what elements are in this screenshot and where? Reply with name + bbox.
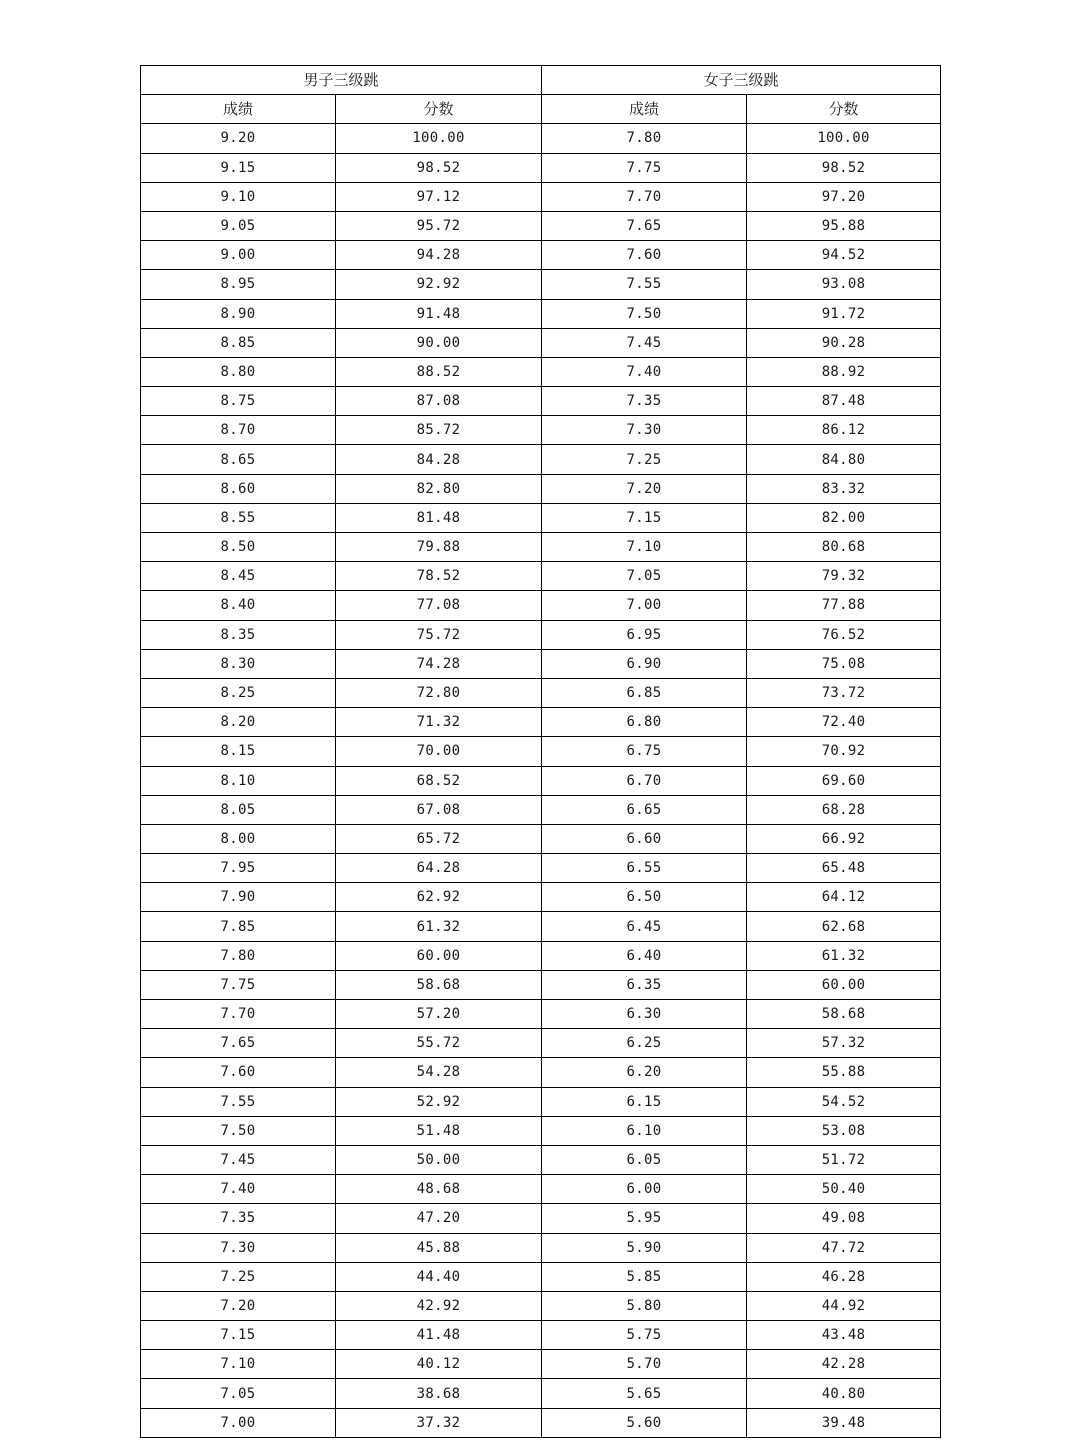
men-score-cell: 60.00	[336, 941, 542, 970]
women-score-cell: 65.48	[747, 854, 941, 883]
table-row	[141, 1000, 941, 1029]
men-score-cell: 48.68	[336, 1175, 542, 1204]
men-score-cell: 40.12	[336, 1350, 542, 1379]
table-row	[141, 241, 941, 270]
men-score-cell: 51.48	[336, 1116, 542, 1145]
women-result-cell: 6.65	[542, 795, 747, 824]
women-score-cell: 57.32	[747, 1029, 941, 1058]
table-row	[141, 941, 941, 970]
women-result-cell: 7.05	[542, 562, 747, 591]
men-result-cell: 7.70	[141, 1000, 336, 1029]
women-score-cell: 69.60	[747, 766, 941, 795]
women-result-cell: 7.10	[542, 533, 747, 562]
women-score-cell: 88.92	[747, 357, 941, 386]
women-result-cell: 7.65	[542, 211, 747, 240]
women-result-cell: 6.60	[542, 824, 747, 853]
table-row	[141, 1379, 941, 1408]
men-result-cell: 7.05	[141, 1379, 336, 1408]
women-result-cell: 5.85	[542, 1262, 747, 1291]
men-triple-jump-header: 男子三级跳	[141, 66, 542, 95]
table-row	[141, 562, 941, 591]
men-score-cell: 47.20	[336, 1204, 542, 1233]
scoring-table-page	[140, 65, 940, 1438]
women-result-cell: 7.35	[542, 387, 747, 416]
men-result-cell: 7.65	[141, 1029, 336, 1058]
table-row	[141, 445, 941, 474]
women-score-cell: 83.32	[747, 474, 941, 503]
men-score-cell: 71.32	[336, 708, 542, 737]
men-score-cell: 72.80	[336, 678, 542, 707]
table-row	[141, 328, 941, 357]
men-score-cell: 41.48	[336, 1321, 542, 1350]
women-score-cell: 91.72	[747, 299, 941, 328]
table-row	[141, 649, 941, 678]
men-score-cell: 52.92	[336, 1087, 542, 1116]
men-result-cell: 7.55	[141, 1087, 336, 1116]
men-result-cell: 7.45	[141, 1145, 336, 1174]
women-result-cell: 6.00	[542, 1175, 747, 1204]
women-result-cell: 6.90	[542, 649, 747, 678]
men-score-cell: 64.28	[336, 854, 542, 883]
women-score-cell: 55.88	[747, 1058, 941, 1087]
women-score-cell: 53.08	[747, 1116, 941, 1145]
men-result-cell: 7.30	[141, 1233, 336, 1262]
men-score-cell: 50.00	[336, 1145, 542, 1174]
women-score-cell: 54.52	[747, 1087, 941, 1116]
table-row	[141, 678, 941, 707]
men-score-cell: 81.48	[336, 503, 542, 532]
women-result-cell: 5.90	[542, 1233, 747, 1262]
table-row	[141, 1408, 941, 1437]
men-score-cell: 87.08	[336, 387, 542, 416]
men-result-cell: 7.10	[141, 1350, 336, 1379]
table-row	[141, 737, 941, 766]
women-score-cell: 39.48	[747, 1408, 941, 1437]
women-score-cell: 80.68	[747, 533, 941, 562]
men-score-cell: 97.12	[336, 182, 542, 211]
women-score-cell: 100.00	[747, 124, 941, 153]
men-result-cell: 8.75	[141, 387, 336, 416]
women-result-cell: 6.95	[542, 620, 747, 649]
table-row	[141, 1175, 941, 1204]
women-score-cell: 46.28	[747, 1262, 941, 1291]
men-result-cell: 8.25	[141, 678, 336, 707]
table-row	[141, 182, 941, 211]
table-row	[141, 124, 941, 153]
women-score-cell: 68.28	[747, 795, 941, 824]
men-score-cell: 42.92	[336, 1291, 542, 1320]
women-result-cell: 7.70	[542, 182, 747, 211]
table-row	[141, 1058, 941, 1087]
table-row	[141, 416, 941, 445]
men-score-cell: 90.00	[336, 328, 542, 357]
men-score-cell: 74.28	[336, 649, 542, 678]
men-score-cell: 88.52	[336, 357, 542, 386]
women-result-cell: 7.30	[542, 416, 747, 445]
women-result-cell: 7.50	[542, 299, 747, 328]
men-score-cell: 75.72	[336, 620, 542, 649]
women-score-cell: 98.52	[747, 153, 941, 182]
men-result-cell: 7.60	[141, 1058, 336, 1087]
men-score-cell: 44.40	[336, 1262, 542, 1291]
women-score-cell: 90.28	[747, 328, 941, 357]
men-result-cell: 7.40	[141, 1175, 336, 1204]
women-result-cell: 6.15	[542, 1087, 747, 1116]
men-result-cell: 9.20	[141, 124, 336, 153]
women-result-cell: 7.40	[542, 357, 747, 386]
women-score-cell: 73.72	[747, 678, 941, 707]
men-score-cell: 85.72	[336, 416, 542, 445]
women-result-cell: 7.15	[542, 503, 747, 532]
men-result-cell: 8.20	[141, 708, 336, 737]
table-row	[141, 854, 941, 883]
women-score-cell: 51.72	[747, 1145, 941, 1174]
men-result-cell: 9.00	[141, 241, 336, 270]
men-score-cell: 54.28	[336, 1058, 542, 1087]
women-result-cell: 6.10	[542, 1116, 747, 1145]
women-result-cell: 5.80	[542, 1291, 747, 1320]
men-score-cell: 57.20	[336, 1000, 542, 1029]
women-score-cell: 82.00	[747, 503, 941, 532]
men-result-column-header: 成绩	[141, 95, 336, 124]
women-result-cell: 6.30	[542, 1000, 747, 1029]
women-score-cell: 49.08	[747, 1204, 941, 1233]
women-result-cell: 7.60	[542, 241, 747, 270]
men-result-cell: 8.50	[141, 533, 336, 562]
table-row	[141, 503, 941, 532]
men-result-cell: 8.95	[141, 270, 336, 299]
men-result-cell: 7.50	[141, 1116, 336, 1145]
table-row	[141, 1262, 941, 1291]
men-result-cell: 7.00	[141, 1408, 336, 1437]
women-result-cell: 6.50	[542, 883, 747, 912]
men-result-cell: 8.60	[141, 474, 336, 503]
men-result-cell: 9.10	[141, 182, 336, 211]
table-row	[141, 766, 941, 795]
men-result-cell: 7.90	[141, 883, 336, 912]
women-result-cell: 5.60	[542, 1408, 747, 1437]
women-result-cell: 5.95	[542, 1204, 747, 1233]
table-row	[141, 270, 941, 299]
men-result-cell: 8.90	[141, 299, 336, 328]
women-result-cell: 5.70	[542, 1350, 747, 1379]
column-header-row	[141, 95, 941, 124]
table-row	[141, 1029, 941, 1058]
women-result-cell: 7.25	[542, 445, 747, 474]
women-score-cell: 47.72	[747, 1233, 941, 1262]
men-score-cell: 77.08	[336, 591, 542, 620]
men-score-cell: 67.08	[336, 795, 542, 824]
men-result-cell: 8.80	[141, 357, 336, 386]
women-score-cell: 43.48	[747, 1321, 941, 1350]
men-result-cell: 7.80	[141, 941, 336, 970]
women-result-cell: 6.70	[542, 766, 747, 795]
men-score-column-header: 分数	[336, 95, 542, 124]
women-result-cell: 6.55	[542, 854, 747, 883]
men-result-cell: 8.00	[141, 824, 336, 853]
men-result-cell: 8.05	[141, 795, 336, 824]
men-score-cell: 100.00	[336, 124, 542, 153]
women-result-cell: 6.05	[542, 1145, 747, 1174]
women-score-cell: 94.52	[747, 241, 941, 270]
women-result-cell: 6.20	[542, 1058, 747, 1087]
women-score-cell: 58.68	[747, 1000, 941, 1029]
men-result-cell: 7.95	[141, 854, 336, 883]
men-score-cell: 62.92	[336, 883, 542, 912]
men-result-cell: 8.55	[141, 503, 336, 532]
men-score-cell: 65.72	[336, 824, 542, 853]
women-score-cell: 44.92	[747, 1291, 941, 1320]
table-row	[141, 1116, 941, 1145]
women-score-cell: 72.40	[747, 708, 941, 737]
women-score-cell: 84.80	[747, 445, 941, 474]
men-score-cell: 55.72	[336, 1029, 542, 1058]
women-score-cell: 95.88	[747, 211, 941, 240]
women-score-cell: 50.40	[747, 1175, 941, 1204]
women-result-cell: 7.45	[542, 328, 747, 357]
men-result-cell: 8.40	[141, 591, 336, 620]
men-result-cell: 7.20	[141, 1291, 336, 1320]
men-score-cell: 91.48	[336, 299, 542, 328]
women-score-cell: 87.48	[747, 387, 941, 416]
table-row	[141, 1145, 941, 1174]
men-score-cell: 92.92	[336, 270, 542, 299]
women-score-cell: 40.80	[747, 1379, 941, 1408]
table-row	[141, 533, 941, 562]
table-row	[141, 883, 941, 912]
women-score-cell: 93.08	[747, 270, 941, 299]
men-score-cell: 58.68	[336, 970, 542, 999]
women-result-cell: 7.80	[542, 124, 747, 153]
table-row	[141, 1350, 941, 1379]
women-score-cell: 66.92	[747, 824, 941, 853]
women-score-column-header: 分数	[747, 95, 941, 124]
men-score-cell: 38.68	[336, 1379, 542, 1408]
men-score-cell: 78.52	[336, 562, 542, 591]
men-result-cell: 7.35	[141, 1204, 336, 1233]
women-result-cell: 5.75	[542, 1321, 747, 1350]
table-body	[141, 124, 941, 1437]
men-result-cell: 7.15	[141, 1321, 336, 1350]
table-header	[141, 66, 941, 124]
women-result-cell: 6.80	[542, 708, 747, 737]
table-row	[141, 591, 941, 620]
women-score-cell: 60.00	[747, 970, 941, 999]
women-score-cell: 64.12	[747, 883, 941, 912]
women-result-cell: 6.75	[542, 737, 747, 766]
women-score-cell: 62.68	[747, 912, 941, 941]
men-score-cell: 82.80	[336, 474, 542, 503]
men-result-cell: 7.75	[141, 970, 336, 999]
women-result-column-header: 成绩	[542, 95, 747, 124]
men-result-cell: 7.25	[141, 1262, 336, 1291]
table-row	[141, 912, 941, 941]
women-triple-jump-header: 女子三级跳	[542, 66, 941, 95]
table-row	[141, 474, 941, 503]
men-result-cell: 7.85	[141, 912, 336, 941]
men-score-cell: 61.32	[336, 912, 542, 941]
men-result-cell: 8.45	[141, 562, 336, 591]
men-result-cell: 8.85	[141, 328, 336, 357]
men-score-cell: 68.52	[336, 766, 542, 795]
men-result-cell: 8.15	[141, 737, 336, 766]
women-result-cell: 6.25	[542, 1029, 747, 1058]
group-header-row	[141, 66, 941, 95]
men-result-cell: 8.70	[141, 416, 336, 445]
table-row	[141, 211, 941, 240]
men-score-cell: 95.72	[336, 211, 542, 240]
table-row	[141, 153, 941, 182]
table-row	[141, 970, 941, 999]
women-result-cell: 7.00	[542, 591, 747, 620]
table-row	[141, 387, 941, 416]
women-result-cell: 6.85	[542, 678, 747, 707]
men-score-cell: 98.52	[336, 153, 542, 182]
table-row	[141, 357, 941, 386]
men-result-cell: 8.35	[141, 620, 336, 649]
men-result-cell: 8.30	[141, 649, 336, 678]
women-result-cell: 7.20	[542, 474, 747, 503]
women-score-cell: 42.28	[747, 1350, 941, 1379]
table-row	[141, 1321, 941, 1350]
women-result-cell: 5.65	[542, 1379, 747, 1408]
men-score-cell: 70.00	[336, 737, 542, 766]
table-row	[141, 1291, 941, 1320]
women-score-cell: 70.92	[747, 737, 941, 766]
women-score-cell: 97.20	[747, 182, 941, 211]
table-row	[141, 708, 941, 737]
women-score-cell: 75.08	[747, 649, 941, 678]
table-row	[141, 299, 941, 328]
table-row	[141, 1087, 941, 1116]
men-score-cell: 84.28	[336, 445, 542, 474]
table-row	[141, 1233, 941, 1262]
women-result-cell: 7.75	[542, 153, 747, 182]
triple-jump-scoring-table	[140, 65, 941, 1438]
women-score-cell: 77.88	[747, 591, 941, 620]
women-result-cell: 6.45	[542, 912, 747, 941]
women-score-cell: 86.12	[747, 416, 941, 445]
men-score-cell: 79.88	[336, 533, 542, 562]
men-result-cell: 8.10	[141, 766, 336, 795]
women-result-cell: 6.40	[542, 941, 747, 970]
table-row	[141, 620, 941, 649]
men-score-cell: 94.28	[336, 241, 542, 270]
women-score-cell: 61.32	[747, 941, 941, 970]
men-result-cell: 9.05	[141, 211, 336, 240]
table-row	[141, 1204, 941, 1233]
men-score-cell: 37.32	[336, 1408, 542, 1437]
women-score-cell: 76.52	[747, 620, 941, 649]
women-score-cell: 79.32	[747, 562, 941, 591]
women-result-cell: 6.35	[542, 970, 747, 999]
men-result-cell: 8.65	[141, 445, 336, 474]
women-result-cell: 7.55	[542, 270, 747, 299]
table-row	[141, 824, 941, 853]
table-row	[141, 795, 941, 824]
men-score-cell: 45.88	[336, 1233, 542, 1262]
men-result-cell: 9.15	[141, 153, 336, 182]
